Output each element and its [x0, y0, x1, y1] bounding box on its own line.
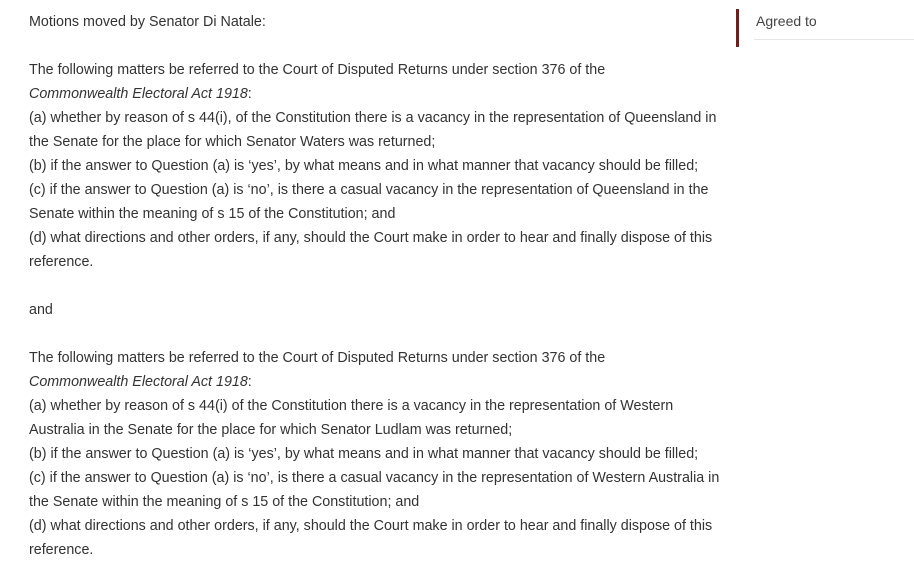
act-suffix: :: [247, 86, 252, 102]
act-name: Commonwealth Electoral Act 1918: [29, 374, 248, 390]
conjunction-text: and: [29, 302, 53, 318]
spacer: [29, 34, 729, 58]
motion-1: [29, 58, 729, 274]
motions-content: [29, 10, 729, 562]
motion-1-heading: The following matters be referred to the Court of Disputed Returns under section 376 of the: [29, 62, 606, 78]
status-accent-bar: [736, 9, 739, 47]
motion-2-question-d: (d) what directions and other orders, if any, should the Court make in order to hear and finally dispose of this reference.: [29, 518, 713, 558]
motion-1-question-c: (c) if the answer to Question (a) is ‘no’, is there a casual vacancy in the representation of Queensland in the Senate within the meaning of s 15 of the Constitution; and: [29, 182, 709, 222]
status-label: Agreed to: [756, 13, 817, 29]
status-panel: [736, 9, 914, 47]
intro-text: Motions moved by Senator Di Natale:: [29, 14, 266, 30]
motion-2-question-c: (c) if the answer to Question (a) is ‘no’, is there a casual vacancy in the representation of Western Australia in the Senate within the meaning of s 15 of the Constitution; and: [29, 470, 720, 510]
motion-2-act: [29, 370, 729, 394]
motion-1-question-b: (b) if the answer to Question (a) is ‘yes’, by what means and in what manner that vacancy should be filled;: [29, 158, 699, 174]
motion-2-question-a: (a) whether by reason of s 44(i) of the Constitution there is a vacancy in the representation of Western Australia in the Senate for the place for which Senator Ludlam was returned;: [29, 398, 674, 438]
spacer: [29, 322, 729, 346]
motion-1-question-d: (d) what directions and other orders, if any, should the Court make in order to hear and finally dispose of this reference.: [29, 230, 713, 270]
motion-2-heading: The following matters be referred to the Court of Disputed Returns under section 376 of the: [29, 350, 606, 366]
status-divider: [754, 39, 914, 40]
act-name: Commonwealth Electoral Act 1918: [29, 86, 248, 102]
motion-2: [29, 346, 729, 562]
motion-1-question-a: (a) whether by reason of s 44(i), of the Constitution there is a vacancy in the representation of Queensland in the Senate for the place for which Senator Waters was returned;: [29, 110, 717, 150]
act-suffix: :: [247, 374, 252, 390]
spacer: [29, 274, 729, 298]
motion-2-question-b: (b) if the answer to Question (a) is ‘yes’, by what means and in what manner that vacancy should be filled;: [29, 446, 699, 462]
motion-1-act: [29, 82, 729, 106]
